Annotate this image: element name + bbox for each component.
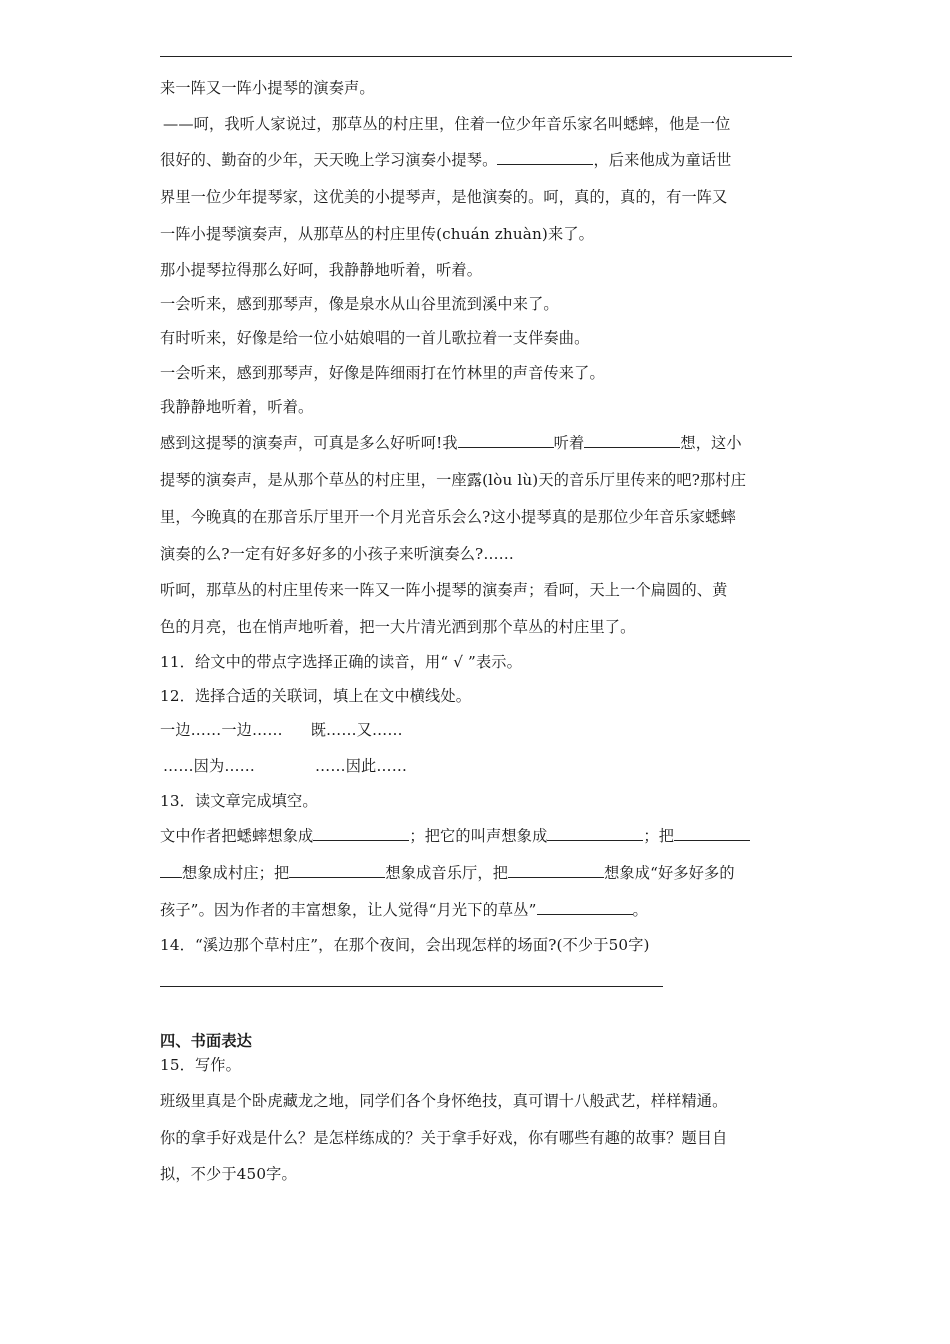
- question-13-text-3a: 孩子”。因为作者的丰富想象，让人觉得“月光下的草丛”: [160, 901, 537, 919]
- question-13-text-2c: 想象成“好多好多的: [604, 864, 735, 882]
- fill-blank-2[interactable]: [458, 433, 554, 448]
- passage-line-16: 色的月亮，也在悄声地听着，把一大片清光洒到那个草丛的村庄里了。: [160, 618, 636, 636]
- fill-blank-4[interactable]: [313, 826, 409, 841]
- passage-line-6: 那小提琴拉得那么好呵，我静静地听着，听着。: [160, 261, 483, 279]
- question-11: 11．给文中的带点字选择正确的读音，用“ √ ”表示。: [160, 653, 522, 671]
- question-15: 15．写作。: [160, 1056, 241, 1074]
- passage-line-8: 有时听来，好像是给一位小姑娘唱的一首儿歌拉着一支伴奏曲。: [160, 329, 590, 347]
- passage-line-2: ——呵，我听人家说过，那草丛的村庄里，住着一位少年音乐家名叫蟋蟀，他是一位: [163, 115, 731, 133]
- passage-line-3: [160, 150, 800, 170]
- question-13-text-2a: 想象成村庄；把: [182, 864, 290, 882]
- passage-line-3-text-a: 很好的、勤奋的少年，天天晚上学习演奏小提琴。: [160, 151, 498, 169]
- passage-line-10: 我静静地听着，听着。: [160, 398, 314, 416]
- question-12-options-row-2: [163, 756, 803, 776]
- question-12-options-row-1: [160, 720, 800, 740]
- section-heading-writing: 四、书面表达: [160, 1032, 253, 1050]
- question-13-line-2: [160, 863, 800, 883]
- passage-line-5: 一阵小提琴演奏声，从那草丛的村庄里传(chuán zhuàn)来了。: [160, 225, 595, 243]
- passage-line-11-text-b: 听着: [553, 434, 585, 452]
- question-13: 13．读文章完成填空。: [160, 792, 318, 810]
- fill-blank-3[interactable]: [584, 433, 680, 448]
- header-rule: [160, 56, 792, 57]
- fill-blank-7[interactable]: [289, 863, 385, 878]
- option-yinci: ……因此……: [315, 757, 408, 775]
- passage-line-14: 演奏的么?一定有好多好多的小孩子来听演奏么?……: [160, 545, 515, 563]
- passage-line-11-text-c: 想，这小: [680, 434, 742, 452]
- question-13-text-1b: ；把它的叫声想象成: [409, 827, 548, 845]
- fill-blank-8[interactable]: [508, 863, 604, 878]
- option-yinwei: ……因为……: [163, 757, 256, 775]
- answer-line-14[interactable]: [160, 986, 663, 987]
- question-14: 14．“溪边那个草村庄”，在那个夜间，会出现怎样的场面?(不少于50字): [160, 936, 650, 954]
- passage-line-3-text-b: ，后来他成为童话世: [593, 151, 732, 169]
- writing-prompt-line-2: 你的拿手好戏是什么？是怎样练成的？关于拿手好戏，你有哪些有趣的故事？题目自: [160, 1129, 728, 1147]
- option-ji-you: 既……又……: [310, 721, 403, 739]
- option-yibian: 一边……一边……: [160, 721, 283, 739]
- question-13-line-1: [160, 826, 800, 846]
- fill-blank-6-continued[interactable]: [160, 863, 182, 878]
- passage-line-11: [160, 433, 800, 453]
- question-13-text-2b: 想象成音乐厅，把: [385, 864, 509, 882]
- question-13-text-3b: 。: [632, 901, 648, 919]
- fill-blank-6[interactable]: [674, 826, 750, 841]
- question-12: 12．选择合适的关联词，填上在文中横线处。: [160, 687, 472, 705]
- writing-prompt-line-1: 班级里真是个卧虎藏龙之地，同学们各个身怀绝技，真可谓十八般武艺，样样精通。: [160, 1092, 728, 1110]
- passage-line-15: 听呵，那草丛的村庄里传来一阵又一阵小提琴的演奏声；看呵，天上一个扁圆的、黄: [160, 581, 728, 599]
- question-13-line-3: [160, 900, 800, 920]
- question-13-text-1c: ；把: [643, 827, 675, 845]
- question-13-text-1a: 文中作者把蟋蟀想象成: [160, 827, 314, 845]
- passage-line-12: 提琴的演奏声，是从那个草丛的村庄里，一座露(lòu lù)天的音乐厅里传来的吧?那村庄: [160, 471, 747, 489]
- writing-prompt-line-3: 拟，不少于450字。: [160, 1165, 297, 1183]
- passage-line-9: 一会听来，感到那琴声，好像是阵细雨打在竹林里的声音传来了。: [160, 364, 605, 382]
- passage-line-13: 里，今晚真的在那音乐厅里开一个月光音乐会么?这小提琴真的是那位少年音乐家蟋蟀: [160, 508, 736, 526]
- passage-line-11-text-a: 感到这提琴的演奏声，可真是多么好听呵!我: [160, 434, 458, 452]
- fill-blank-1[interactable]: [497, 150, 593, 165]
- fill-blank-5[interactable]: [547, 826, 643, 841]
- passage-line-4: 界里一位少年提琴家，这优美的小提琴声，是他演奏的。呵，真的，真的，有一阵又: [160, 188, 728, 206]
- passage-line-1: 来一阵又一阵小提琴的演奏声。: [160, 79, 375, 97]
- passage-line-7: 一会听来，感到那琴声，像是泉水从山谷里流到溪中来了。: [160, 295, 559, 313]
- fill-blank-9[interactable]: [537, 900, 633, 915]
